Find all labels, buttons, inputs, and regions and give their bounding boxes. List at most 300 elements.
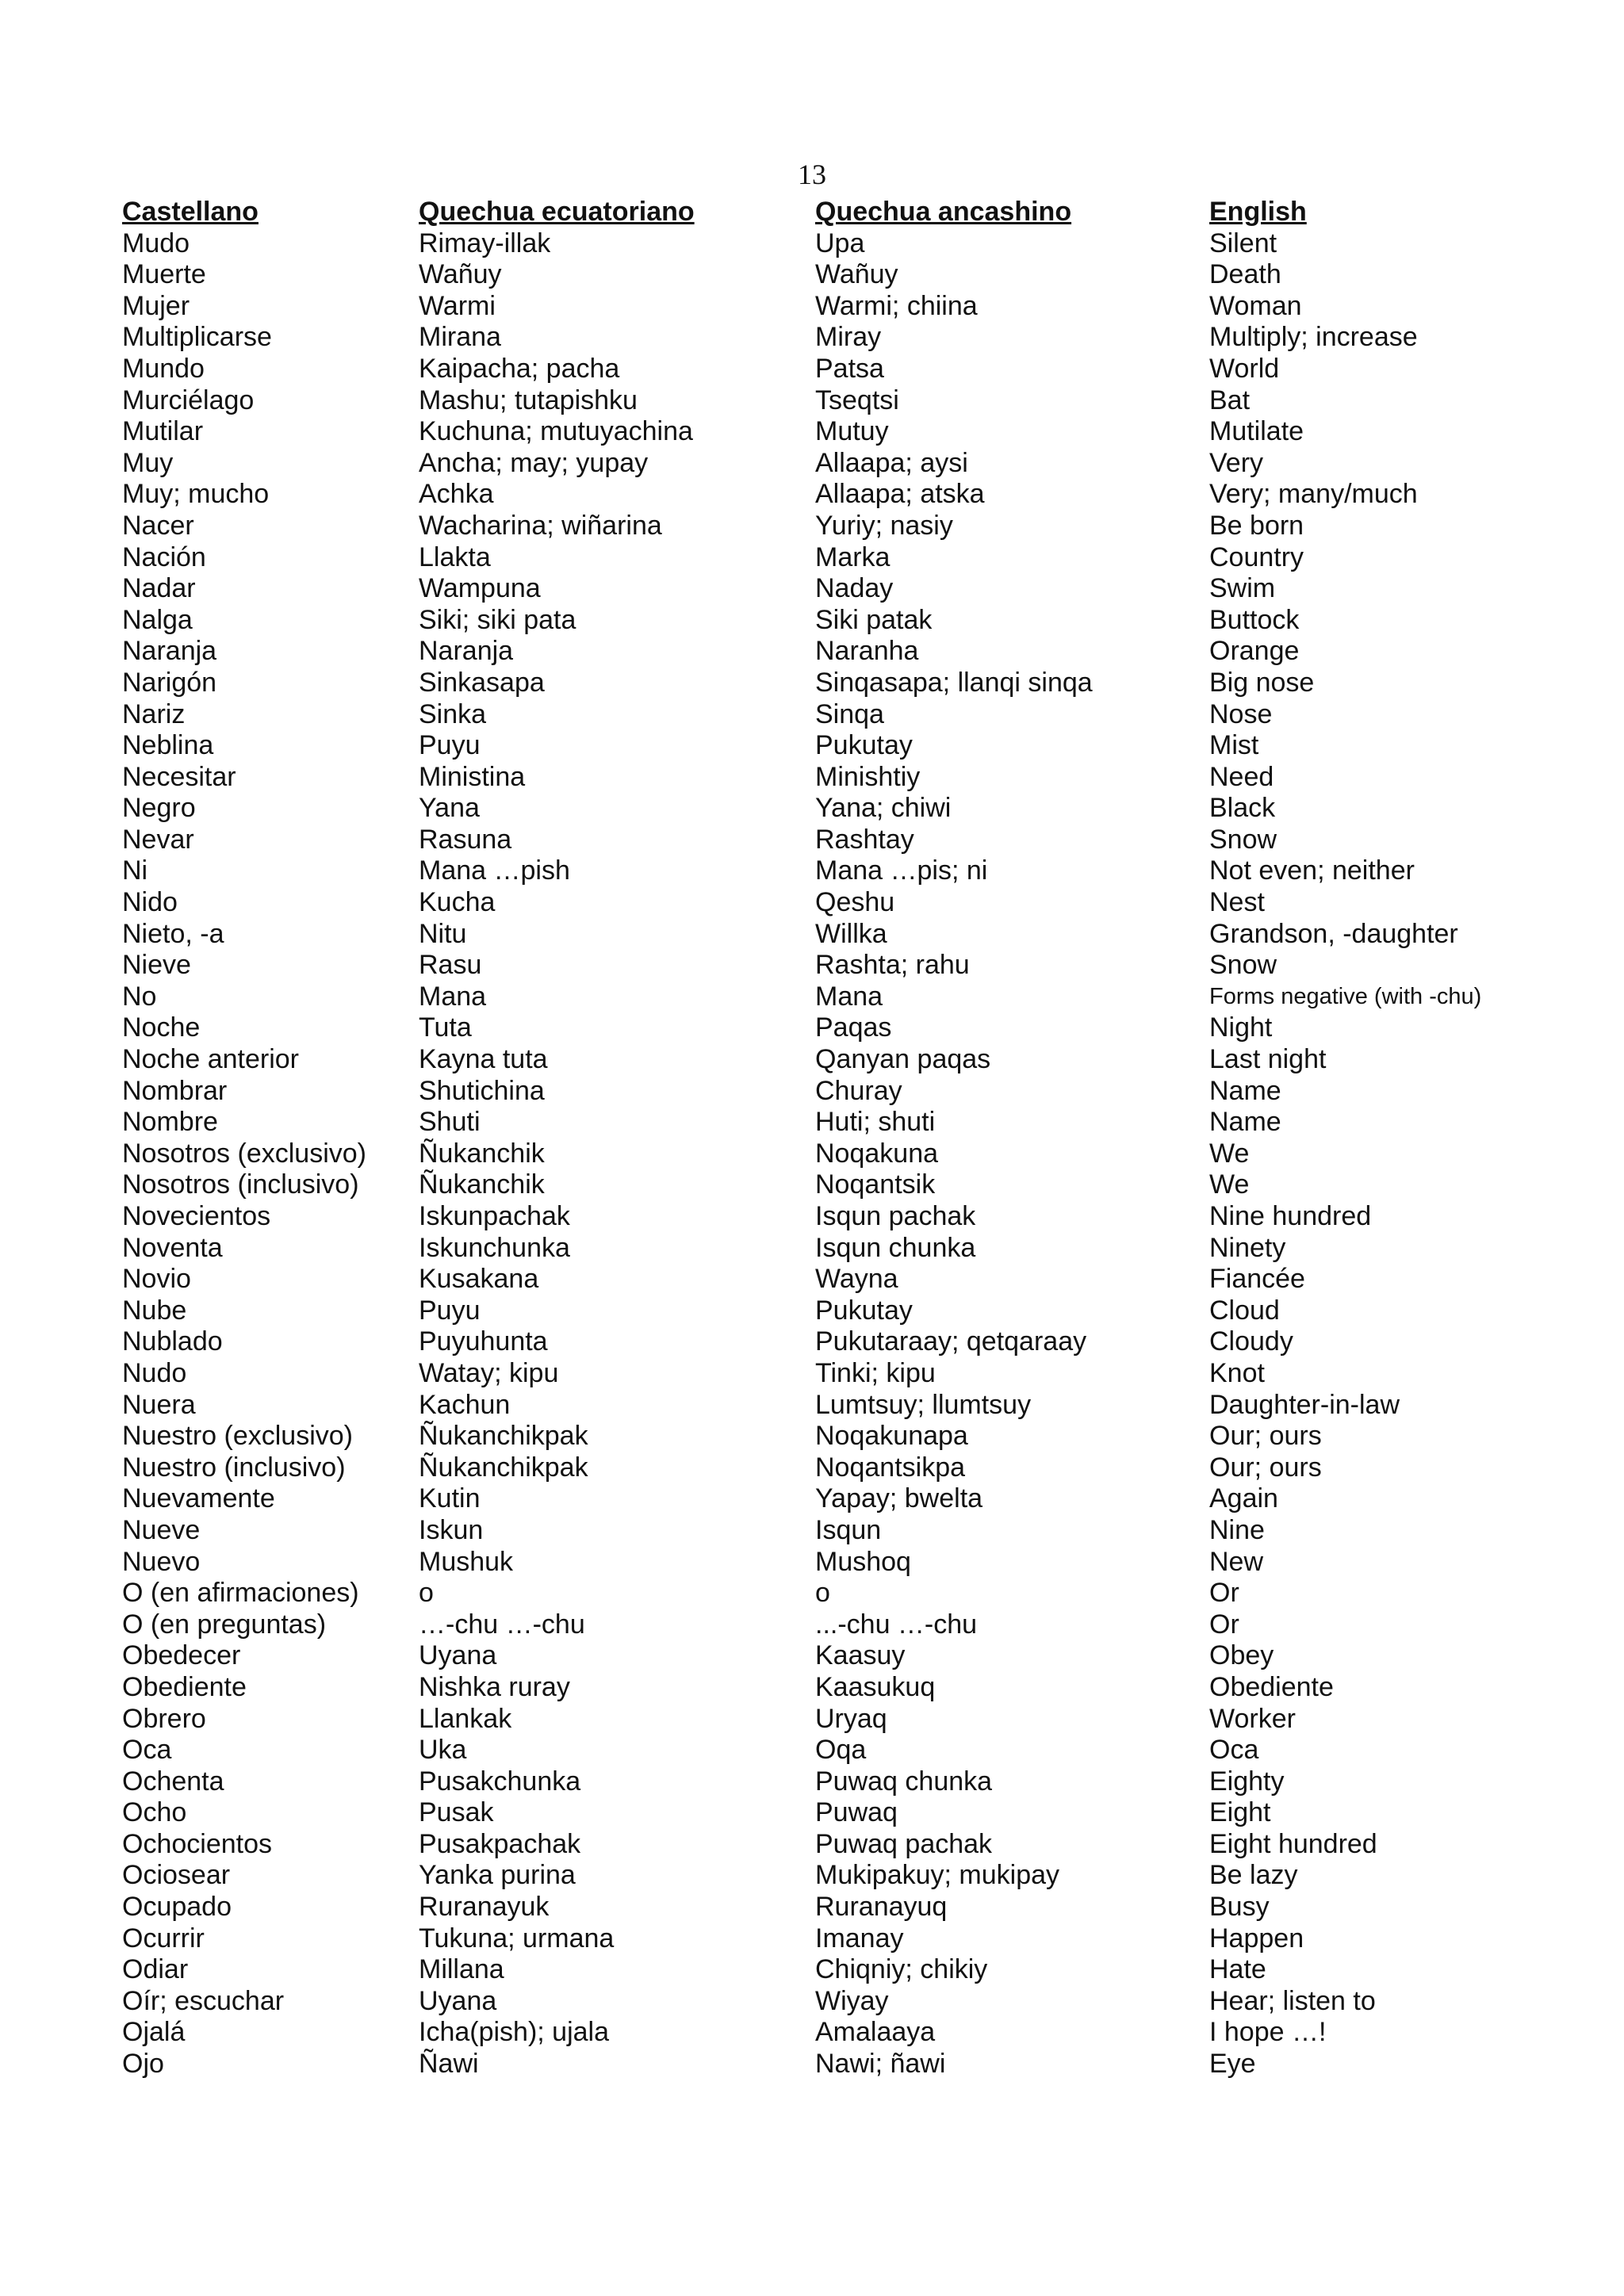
quechua-ancashino-cell: Ruranayuq (815, 1892, 948, 1923)
english-cell: Ninety (1209, 1232, 1286, 1263)
table-row (122, 1640, 1526, 1672)
table-row (122, 1547, 1526, 1578)
quechua-ecuatoriano-cell: Rimay-illak (419, 228, 551, 258)
quechua-ancashino-cell: Yapay; bwelta (815, 1483, 983, 1514)
quechua-ecuatoriano-cell: …-chu …-chu (419, 1609, 585, 1640)
table-row (122, 2049, 1526, 2080)
castellano-cell: Nosotros (exclusivo) (122, 1138, 366, 1169)
table-row (122, 1421, 1526, 1452)
english-cell: We (1209, 1169, 1250, 1200)
glossary-table (122, 197, 1526, 2080)
table-row (122, 605, 1526, 637)
quechua-ecuatoriano-cell: Ancha; may; yupay (419, 447, 649, 478)
quechua-ancashino-cell: Wiyay (815, 1985, 889, 2016)
quechua-ecuatoriano-cell: Iskunchunka (419, 1232, 570, 1263)
quechua-ecuatoriano-cell: Uyana (419, 1985, 497, 2016)
quechua-ecuatoriano-cell: Sinkasapa (419, 667, 545, 698)
table-row (122, 1704, 1526, 1735)
header-quechua-ancashino: Quechua ancashino (815, 197, 1072, 227)
castellano-cell: Murciélago (122, 385, 255, 415)
castellano-cell: Noche (122, 1012, 201, 1043)
quechua-ecuatoriano-cell: Ministina (419, 761, 526, 792)
quechua-ecuatoriano-cell: Millana (419, 1954, 504, 1985)
quechua-ancashino-cell: Rashta; rahu (815, 950, 970, 981)
castellano-cell: Nieve (122, 950, 191, 981)
english-cell: Grandson, -daughter (1209, 918, 1458, 949)
castellano-cell: Noche anterior (122, 1044, 300, 1075)
header-english: English (1209, 197, 1307, 227)
quechua-ecuatoriano-cell: Ñukanchikpak (419, 1421, 588, 1452)
castellano-cell: Novecientos (122, 1201, 271, 1231)
castellano-cell: Ni (122, 855, 148, 886)
quechua-ecuatoriano-cell: Siki; siki pata (419, 604, 576, 635)
castellano-cell: Nuevo (122, 1546, 201, 1577)
castellano-cell: Nosotros (inclusivo) (122, 1169, 359, 1200)
quechua-ancashino-cell: Naday (815, 573, 894, 604)
english-cell: Bat (1209, 385, 1251, 415)
quechua-ancashino-cell: Nawi; ñawi (815, 2049, 946, 2080)
castellano-cell: Ojalá (122, 2017, 186, 2048)
table-row (122, 1766, 1526, 1798)
english-cell: Hate (1209, 1954, 1266, 1985)
table-row (122, 1515, 1526, 1547)
header-row (122, 197, 1526, 228)
english-cell: Death (1209, 259, 1281, 290)
table-row (122, 1578, 1526, 1609)
table-row (122, 322, 1526, 354)
quechua-ecuatoriano-cell: Naranja (419, 636, 514, 667)
quechua-ancashino-cell: Isqun (815, 1514, 882, 1545)
table-row (122, 1892, 1526, 1923)
quechua-ancashino-cell: Kaasuy (815, 1640, 906, 1671)
quechua-ecuatoriano-cell: Achka (419, 479, 494, 510)
castellano-cell: Neblina (122, 730, 214, 761)
castellano-cell: O (en afirmaciones) (122, 1578, 359, 1609)
quechua-ecuatoriano-cell: Mana …pish (419, 855, 570, 886)
quechua-ancashino-cell: Tinki; kipu (815, 1357, 936, 1388)
quechua-ecuatoriano-cell: Nishka ruray (419, 1671, 570, 1702)
quechua-ecuatoriano-cell: Puyu (419, 730, 481, 761)
english-cell: Not even; neither (1209, 855, 1415, 886)
table-row (122, 1169, 1526, 1201)
table-row (122, 2017, 1526, 2049)
quechua-ecuatoriano-cell: Rasuna (419, 824, 512, 855)
quechua-ancashino-cell: Wayna (815, 1264, 898, 1295)
english-cell: Obey (1209, 1640, 1274, 1671)
table-row (122, 1672, 1526, 1704)
table-row (122, 668, 1526, 699)
castellano-cell: Nuestro (inclusivo) (122, 1452, 346, 1483)
castellano-cell: Muy; mucho (122, 479, 270, 510)
english-cell: Eighty (1209, 1766, 1285, 1797)
table-row (122, 228, 1526, 260)
quechua-ancashino-cell: Kaasukuq (815, 1671, 936, 1702)
english-cell: Country (1209, 541, 1304, 572)
quechua-ecuatoriano-cell: Pusakchunka (419, 1766, 581, 1797)
castellano-cell: Mundo (122, 353, 205, 384)
table-row (122, 354, 1526, 385)
castellano-cell: Noventa (122, 1232, 223, 1263)
quechua-ecuatoriano-cell: Wacharina; wiñarina (419, 510, 662, 541)
table-row (122, 887, 1526, 919)
castellano-cell: Ochocientos (122, 1828, 272, 1859)
table-row (122, 479, 1526, 511)
quechua-ancashino-cell: Mukipakuy; mukipay (815, 1860, 1060, 1891)
english-cell: Oca (1209, 1735, 1259, 1766)
quechua-ecuatoriano-cell: Wañuy (419, 259, 502, 290)
quechua-ancashino-cell: Chiqniy; chikiy (815, 1954, 988, 1985)
english-cell: I hope …! (1209, 2017, 1327, 2048)
quechua-ecuatoriano-cell: o (419, 1578, 434, 1609)
castellano-cell: Odiar (122, 1954, 189, 1985)
quechua-ancashino-cell: Pukutay (815, 1295, 913, 1326)
castellano-cell: Oca (122, 1735, 172, 1766)
quechua-ancashino-cell: Huti; shuti (815, 1107, 936, 1138)
quechua-ancashino-cell: Warmi; chiina (815, 290, 978, 321)
table-row (122, 1295, 1526, 1327)
castellano-cell: Obedecer (122, 1640, 241, 1671)
english-cell: Cloudy (1209, 1326, 1293, 1357)
quechua-ancashino-cell: Noqantsikpa (815, 1452, 966, 1483)
castellano-cell: Novio (122, 1264, 191, 1295)
quechua-ecuatoriano-cell: Ñukanchik (419, 1138, 545, 1169)
english-cell: Daughter-in-law (1209, 1389, 1400, 1420)
quechua-ecuatoriano-cell: Shuti (419, 1107, 481, 1138)
castellano-cell: Naranja (122, 636, 217, 667)
quechua-ancashino-cell: ...-chu …-chu (815, 1609, 978, 1640)
quechua-ancashino-cell: Noqantsik (815, 1169, 936, 1200)
castellano-cell: Nombre (122, 1107, 218, 1138)
english-cell: Busy (1209, 1892, 1270, 1923)
quechua-ecuatoriano-cell: Rasu (419, 950, 482, 981)
table-row (122, 1860, 1526, 1892)
quechua-ancashino-cell: Puwaq (815, 1797, 898, 1828)
quechua-ancashino-cell: Lumtsuy; llumtsuy (815, 1389, 1032, 1420)
quechua-ecuatoriano-cell: Watay; kipu (419, 1357, 559, 1388)
castellano-cell: Nube (122, 1295, 187, 1326)
english-cell: Silent (1209, 228, 1277, 258)
english-cell: Be born (1209, 510, 1304, 541)
castellano-cell: Nación (122, 541, 206, 572)
table-row (122, 699, 1526, 731)
quechua-ecuatoriano-cell: Ñawi (419, 2049, 479, 2080)
quechua-ancashino-cell: Naranha (815, 636, 919, 667)
quechua-ancashino-cell: Upa (815, 228, 865, 258)
header-quechua-ecuatoriano: Quechua ecuatoriano (419, 197, 695, 227)
table-row (122, 1107, 1526, 1138)
castellano-cell: Nacer (122, 510, 194, 541)
english-cell: Eye (1209, 2049, 1256, 2080)
english-cell: Cloud (1209, 1295, 1280, 1326)
quechua-ecuatoriano-cell: Ruranayuk (419, 1892, 550, 1923)
table-row (122, 1076, 1526, 1108)
castellano-cell: Nublado (122, 1326, 223, 1357)
quechua-ecuatoriano-cell: Mashu; tutapishku (419, 385, 638, 415)
quechua-ecuatoriano-cell: Mana (419, 981, 487, 1012)
table-row (122, 730, 1526, 762)
castellano-cell: Nido (122, 887, 178, 918)
quechua-ecuatoriano-cell: Pusak (419, 1797, 494, 1828)
quechua-ancashino-cell: Sinqa (815, 698, 884, 729)
quechua-ancashino-cell: Patsa (815, 353, 884, 384)
quechua-ecuatoriano-cell: Yanka purina (419, 1860, 576, 1891)
english-cell: Buttock (1209, 604, 1300, 635)
english-cell: Knot (1209, 1357, 1265, 1388)
table-row (122, 291, 1526, 323)
quechua-ancashino-cell: Oqa (815, 1735, 867, 1766)
english-cell: Orange (1209, 636, 1300, 667)
english-cell: Very (1209, 447, 1264, 478)
castellano-cell: Multiplicarse (122, 322, 272, 353)
quechua-ecuatoriano-cell: Warmi (419, 290, 496, 321)
quechua-ancashino-cell: Tseqtsi (815, 385, 899, 415)
table-row (122, 259, 1526, 291)
english-cell: Black (1209, 793, 1276, 824)
quechua-ecuatoriano-cell: Kayna tuta (419, 1044, 548, 1075)
quechua-ancashino-cell: Miray (815, 322, 882, 353)
quechua-ancashino-cell: Mushoq (815, 1546, 911, 1577)
quechua-ancashino-cell: Imanay (815, 1923, 904, 1954)
quechua-ecuatoriano-cell: Kutin (419, 1483, 481, 1514)
castellano-cell: Ociosear (122, 1860, 231, 1891)
quechua-ecuatoriano-cell: Llakta (419, 541, 491, 572)
quechua-ancashino-cell: Yuriy; nasiy (815, 510, 953, 541)
castellano-cell: Mudo (122, 228, 190, 258)
table-row (122, 1923, 1526, 1955)
quechua-ancashino-cell: Pukutay (815, 730, 913, 761)
english-cell: Big nose (1209, 667, 1315, 698)
english-cell: We (1209, 1138, 1250, 1169)
english-cell: Woman (1209, 290, 1302, 321)
quechua-ecuatoriano-cell: Uka (419, 1735, 467, 1766)
english-cell: Night (1209, 1012, 1273, 1043)
quechua-ancashino-cell: Allaapa; atska (815, 479, 985, 510)
quechua-ecuatoriano-cell: Kachun (419, 1389, 511, 1420)
castellano-cell: Narigón (122, 667, 217, 698)
table-row (122, 1044, 1526, 1076)
castellano-cell: Nevar (122, 824, 194, 855)
table-row (122, 542, 1526, 574)
quechua-ancashino-cell: Qeshu (815, 887, 895, 918)
castellano-cell: Nariz (122, 698, 186, 729)
table-row (122, 1797, 1526, 1829)
castellano-cell: Nuevamente (122, 1483, 275, 1514)
castellano-cell: Ojo (122, 2049, 164, 2080)
table-row (122, 416, 1526, 448)
quechua-ancashino-cell: Paqas (815, 1012, 892, 1043)
english-cell: World (1209, 353, 1280, 384)
english-cell: Forms negative (with -chu) (1209, 983, 1482, 1009)
quechua-ecuatoriano-cell: Nitu (419, 918, 467, 949)
castellano-cell: Negro (122, 793, 196, 824)
header-castellano: Castellano (122, 197, 259, 227)
quechua-ancashino-cell: Puwaq pachak (815, 1828, 993, 1859)
quechua-ecuatoriano-cell: Uyana (419, 1640, 497, 1671)
english-cell: Be lazy (1209, 1860, 1298, 1891)
castellano-cell: Nadar (122, 573, 196, 604)
quechua-ancashino-cell: Uryaq (815, 1703, 887, 1734)
quechua-ecuatoriano-cell: Kusakana (419, 1264, 539, 1295)
quechua-ancashino-cell: Noqakunapa (815, 1421, 968, 1452)
table-row (122, 1452, 1526, 1484)
english-cell: Fiancée (1209, 1264, 1305, 1295)
quechua-ecuatoriano-cell: Icha(pish); ujala (419, 2017, 610, 2048)
castellano-cell: Muy (122, 447, 174, 478)
quechua-ancashino-cell: Mana …pis; ni (815, 855, 988, 886)
quechua-ecuatoriano-cell: Mirana (419, 322, 501, 353)
castellano-cell: Nieto, -a (122, 918, 224, 949)
english-cell: Worker (1209, 1703, 1296, 1734)
quechua-ecuatoriano-cell: Llankak (419, 1703, 512, 1734)
table-row (122, 1954, 1526, 1986)
table-row (122, 919, 1526, 951)
table-row (122, 385, 1526, 417)
english-cell: Swim (1209, 573, 1276, 604)
table-row (122, 1609, 1526, 1641)
quechua-ancashino-cell: Qanyan paqas (815, 1044, 991, 1075)
castellano-cell: Obediente (122, 1671, 247, 1702)
english-cell: Nine (1209, 1514, 1265, 1545)
english-cell: Snow (1209, 824, 1277, 855)
castellano-cell: Nombrar (122, 1075, 228, 1106)
english-cell: Multiply; increase (1209, 322, 1418, 353)
table-row (122, 950, 1526, 982)
english-cell: Name (1209, 1107, 1281, 1138)
quechua-ecuatoriano-cell: Puyuhunta (419, 1326, 548, 1357)
quechua-ancashino-cell: Isqun pachak (815, 1201, 976, 1231)
castellano-cell: Nueve (122, 1514, 201, 1545)
english-cell: Last night (1209, 1044, 1327, 1075)
table-row (122, 1735, 1526, 1766)
quechua-ancashino-cell: Mana (815, 981, 883, 1012)
castellano-cell: Nudo (122, 1357, 187, 1388)
castellano-cell: O (en preguntas) (122, 1609, 327, 1640)
castellano-cell: Ocupado (122, 1892, 232, 1923)
english-cell: Very; many/much (1209, 479, 1418, 510)
english-cell: Eight hundred (1209, 1828, 1377, 1859)
english-cell: Need (1209, 761, 1274, 792)
castellano-cell: Muerte (122, 259, 206, 290)
quechua-ecuatoriano-cell: Puyu (419, 1295, 481, 1326)
english-cell: Nose (1209, 698, 1273, 729)
quechua-ancashino-cell: Allaapa; aysi (815, 447, 968, 478)
english-cell: Name (1209, 1075, 1281, 1106)
quechua-ancashino-cell: Wañuy (815, 259, 898, 290)
quechua-ecuatoriano-cell: Iskun (419, 1514, 484, 1545)
castellano-cell: Oír; escuchar (122, 1985, 285, 2016)
quechua-ancashino-cell: o (815, 1578, 830, 1609)
english-cell: New (1209, 1546, 1264, 1577)
quechua-ecuatoriano-cell: Pusakpachak (419, 1828, 581, 1859)
table-row (122, 1986, 1526, 2018)
table-row (122, 1358, 1526, 1390)
castellano-cell: Obrero (122, 1703, 206, 1734)
castellano-cell: No (122, 981, 157, 1012)
english-cell: Eight (1209, 1797, 1271, 1828)
quechua-ancashino-cell: Puwaq chunka (815, 1766, 993, 1797)
table-row (122, 825, 1526, 856)
quechua-ancashino-cell: Amalaaya (815, 2017, 936, 2048)
english-cell: Mutilate (1209, 416, 1304, 447)
table-row (122, 511, 1526, 542)
castellano-cell: Ochenta (122, 1766, 224, 1797)
quechua-ecuatoriano-cell: Tukuna; urmana (419, 1923, 615, 1954)
table-row (122, 636, 1526, 668)
quechua-ancashino-cell: Rashtay (815, 824, 914, 855)
table-row (122, 448, 1526, 480)
quechua-ecuatoriano-cell: Ñukanchikpak (419, 1452, 588, 1483)
table-row (122, 1326, 1526, 1358)
english-cell: Our; ours (1209, 1452, 1322, 1483)
castellano-cell: Mujer (122, 290, 190, 321)
english-cell: Snow (1209, 950, 1277, 981)
english-cell: Nest (1209, 887, 1265, 918)
table-row (122, 982, 1526, 1013)
english-cell: Or (1209, 1578, 1239, 1609)
table-row (122, 1012, 1526, 1044)
quechua-ancashino-cell: Noqakuna (815, 1138, 939, 1169)
castellano-cell: Mutilar (122, 416, 204, 447)
table-row (122, 1233, 1526, 1265)
quechua-ecuatoriano-cell: Wampuna (419, 573, 541, 604)
quechua-ecuatoriano-cell: Kucha (419, 887, 496, 918)
castellano-cell: Ocurrir (122, 1923, 205, 1954)
quechua-ancashino-cell: Isqun chunka (815, 1232, 976, 1263)
quechua-ancashino-cell: Willka (815, 918, 887, 949)
english-cell: Hear; listen to (1209, 1985, 1376, 2016)
table-row (122, 1201, 1526, 1233)
table-row (122, 1483, 1526, 1515)
castellano-cell: Nuera (122, 1389, 196, 1420)
quechua-ecuatoriano-cell: Shutichina (419, 1075, 545, 1106)
quechua-ecuatoriano-cell: Ñukanchik (419, 1169, 545, 1200)
table-row (122, 1390, 1526, 1422)
quechua-ancashino-cell: Siki patak (815, 604, 933, 635)
english-cell: Mist (1209, 730, 1259, 761)
table-row (122, 1264, 1526, 1295)
english-cell: Nine hundred (1209, 1201, 1372, 1231)
english-cell: Happen (1209, 1923, 1304, 1954)
quechua-ecuatoriano-cell: Sinka (419, 698, 487, 729)
table-row (122, 573, 1526, 605)
quechua-ecuatoriano-cell: Kuchuna; mutuyachina (419, 416, 693, 447)
quechua-ecuatoriano-cell: Tuta (419, 1012, 472, 1043)
quechua-ancashino-cell: Churay (815, 1075, 902, 1106)
quechua-ancashino-cell: Minishtiy (815, 761, 921, 792)
english-cell: Our; ours (1209, 1421, 1322, 1452)
castellano-cell: Nalga (122, 604, 193, 635)
table-row (122, 793, 1526, 825)
english-cell: Again (1209, 1483, 1278, 1514)
table-row (122, 1829, 1526, 1861)
castellano-cell: Necesitar (122, 761, 236, 792)
table-row (122, 762, 1526, 794)
english-cell: Obediente (1209, 1671, 1334, 1702)
quechua-ecuatoriano-cell: Kaipacha; pacha (419, 353, 620, 384)
quechua-ecuatoriano-cell: Yana (419, 793, 480, 824)
quechua-ancashino-cell: Pukutaraay; qetqaraay (815, 1326, 1087, 1357)
quechua-ancashino-cell: Marka (815, 541, 891, 572)
table-row (122, 855, 1526, 887)
castellano-cell: Nuestro (exclusivo) (122, 1421, 353, 1452)
quechua-ancashino-cell: Sinqasapa; llanqi sinqa (815, 667, 1093, 698)
quechua-ancashino-cell: Yana; chiwi (815, 793, 952, 824)
quechua-ecuatoriano-cell: Mushuk (419, 1546, 514, 1577)
glossary-body (122, 228, 1526, 2080)
quechua-ecuatoriano-cell: Iskunpachak (419, 1201, 570, 1231)
page-number: 13 (798, 159, 826, 190)
table-row (122, 1138, 1526, 1170)
